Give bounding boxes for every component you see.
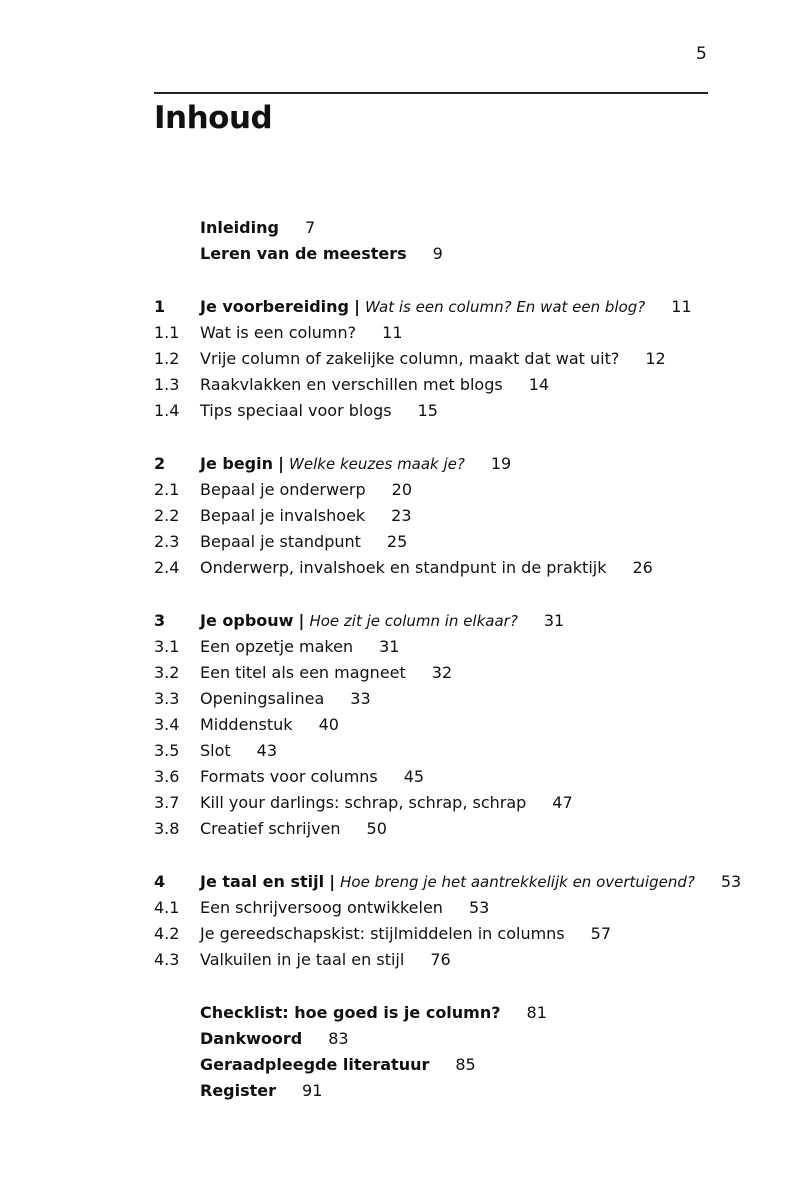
section-body	[200, 687, 371, 711]
chapter-separator: |	[354, 297, 360, 316]
entry-label: Geraadpleegde literatuur	[200, 1055, 430, 1074]
section-label: Wat is een column?	[200, 323, 357, 342]
section-page: 50	[366, 819, 387, 838]
chapter-body	[200, 452, 511, 476]
section-number: 4.3	[154, 950, 180, 969]
entry-label: Register	[200, 1081, 277, 1100]
section-label: Slot	[200, 741, 231, 760]
section-number: 3.8	[154, 819, 180, 838]
section-page: 40	[318, 715, 339, 734]
chapter-number: 1	[154, 297, 166, 316]
page-number: 5	[696, 44, 707, 64]
section-number: 3.4	[154, 715, 180, 734]
page-title: Inhoud	[154, 100, 273, 136]
section-label: Bepaal je standpunt	[200, 532, 361, 551]
section-label: Bepaal je onderwerp	[200, 480, 366, 499]
section-page: 76	[430, 950, 451, 969]
section-page: 43	[256, 741, 278, 760]
chapter-subtitle: Hoe zit je column in elkaar?	[309, 612, 518, 630]
section-label: Tips speciaal voor blogs	[200, 401, 392, 420]
section-label: Kill your darlings: schrap, schrap, schrap	[200, 793, 527, 812]
section-page: 14	[528, 375, 550, 394]
section-label: Een titel als een magneet	[200, 663, 406, 682]
section-label: Onderwerp, invalshoek en standpunt in de praktijk	[200, 558, 607, 577]
chapter-number: 4	[154, 872, 166, 891]
section-body	[200, 635, 399, 659]
entry-page: 91	[302, 1081, 323, 1100]
chapter-number: 2	[154, 454, 166, 473]
section-number: 3.6	[154, 767, 180, 786]
entry-body	[200, 216, 315, 240]
section-body	[200, 817, 387, 841]
header-rule	[154, 92, 708, 94]
section-number: 2.3	[154, 532, 180, 551]
section-number: 2.2	[154, 506, 180, 525]
section-body	[200, 504, 412, 528]
chapter-page: 11	[671, 297, 692, 316]
section-body	[200, 791, 573, 815]
chapter-title: Je begin	[200, 454, 274, 473]
chapter-title: Je taal en stijl	[200, 872, 325, 891]
section-body	[200, 948, 451, 972]
section-number: 3.5	[154, 741, 180, 760]
section-body	[200, 530, 407, 554]
section-label: Vrije column of zakelijke column, maakt dat wat uit?	[200, 349, 620, 368]
chapter-separator: |	[278, 454, 284, 473]
section-label: Creatief schrijven	[200, 819, 341, 838]
section-label: Openingsalinea	[200, 689, 325, 708]
section-number: 1.2	[154, 349, 180, 368]
section-label: Raakvlakken en verschillen met blogs	[200, 375, 503, 394]
entry-body	[200, 1027, 349, 1051]
section-body	[200, 399, 438, 423]
section-number: 1.3	[154, 375, 180, 394]
entry-body	[200, 242, 443, 266]
section-number: 1.4	[154, 401, 180, 420]
section-number: 3.1	[154, 637, 180, 656]
section-page: 20	[391, 480, 413, 499]
section-label: Middenstuk	[200, 715, 293, 734]
entry-label: Leren van de meesters	[200, 244, 407, 263]
chapter-subtitle: Welke keuzes maak je?	[289, 455, 465, 473]
section-page: 33	[350, 689, 371, 708]
section-page: 12	[645, 349, 666, 368]
section-body	[200, 922, 611, 946]
section-label: Je gereedschapskist: stijlmiddelen in columns	[200, 924, 565, 943]
entry-page: 7	[304, 218, 316, 237]
section-number: 2.1	[154, 480, 180, 499]
section-body	[200, 321, 403, 345]
chapter-body	[200, 870, 741, 894]
section-page: 53	[468, 898, 490, 917]
section-label: Valkuilen in je taal en stijl	[200, 950, 405, 969]
section-number: 4.1	[154, 898, 180, 917]
section-page: 15	[417, 401, 438, 420]
section-body	[200, 478, 412, 502]
chapter-page: 31	[543, 611, 565, 630]
section-label: Een opzetje maken	[200, 637, 354, 656]
chapter-page: 19	[490, 454, 512, 473]
section-body	[200, 373, 549, 397]
chapter-subtitle: Hoe breng je het aantrekkelijk en overtuigend?	[340, 873, 695, 891]
section-body	[200, 661, 452, 685]
entry-body	[200, 1001, 547, 1025]
entry-body	[200, 1079, 322, 1103]
section-number: 3.7	[154, 793, 180, 812]
chapter-title: Je opbouw	[200, 611, 294, 630]
chapter-separator: |	[298, 611, 305, 630]
entry-page: 81	[526, 1003, 547, 1022]
entry-label: Dankwoord	[200, 1029, 303, 1048]
section-number: 4.2	[154, 924, 180, 943]
section-page: 31	[379, 637, 400, 656]
chapter-body	[200, 295, 692, 319]
chapter-title: Je voorbereiding	[200, 297, 349, 316]
entry-page: 83	[328, 1029, 349, 1048]
section-body	[200, 896, 489, 920]
chapter-number: 3	[154, 611, 166, 630]
section-label: Bepaal je invalshoek	[200, 506, 366, 525]
entry-page: 85	[455, 1055, 476, 1074]
section-page: 25	[386, 532, 408, 551]
entry-label: Checklist: hoe goed is je column?	[200, 1003, 501, 1022]
section-body	[200, 556, 653, 580]
section-page: 57	[590, 924, 611, 943]
entry-page: 9	[432, 244, 443, 263]
chapter-separator: |	[329, 872, 336, 891]
section-page: 47	[552, 793, 573, 812]
section-page: 45	[403, 767, 425, 786]
section-number: 1.1	[154, 323, 180, 342]
chapter-page: 53	[720, 872, 742, 891]
section-body	[200, 765, 424, 789]
section-body	[200, 713, 339, 737]
entry-body	[200, 1053, 476, 1077]
section-page: 32	[431, 663, 453, 682]
section-page: 23	[391, 506, 412, 525]
chapter-subtitle: Wat is een column? En wat een blog?	[365, 298, 646, 316]
section-body	[200, 739, 277, 763]
section-page: 26	[632, 558, 653, 577]
section-page: 11	[382, 323, 403, 342]
section-body	[200, 347, 666, 371]
section-number: 2.4	[154, 558, 180, 577]
entry-label: Inleiding	[200, 218, 279, 237]
section-label: Formats voor columns	[200, 767, 378, 786]
section-number: 3.3	[154, 689, 180, 708]
section-number: 3.2	[154, 663, 180, 682]
section-label: Een schrijversoog ontwikkelen	[200, 898, 443, 917]
chapter-body	[200, 609, 564, 633]
